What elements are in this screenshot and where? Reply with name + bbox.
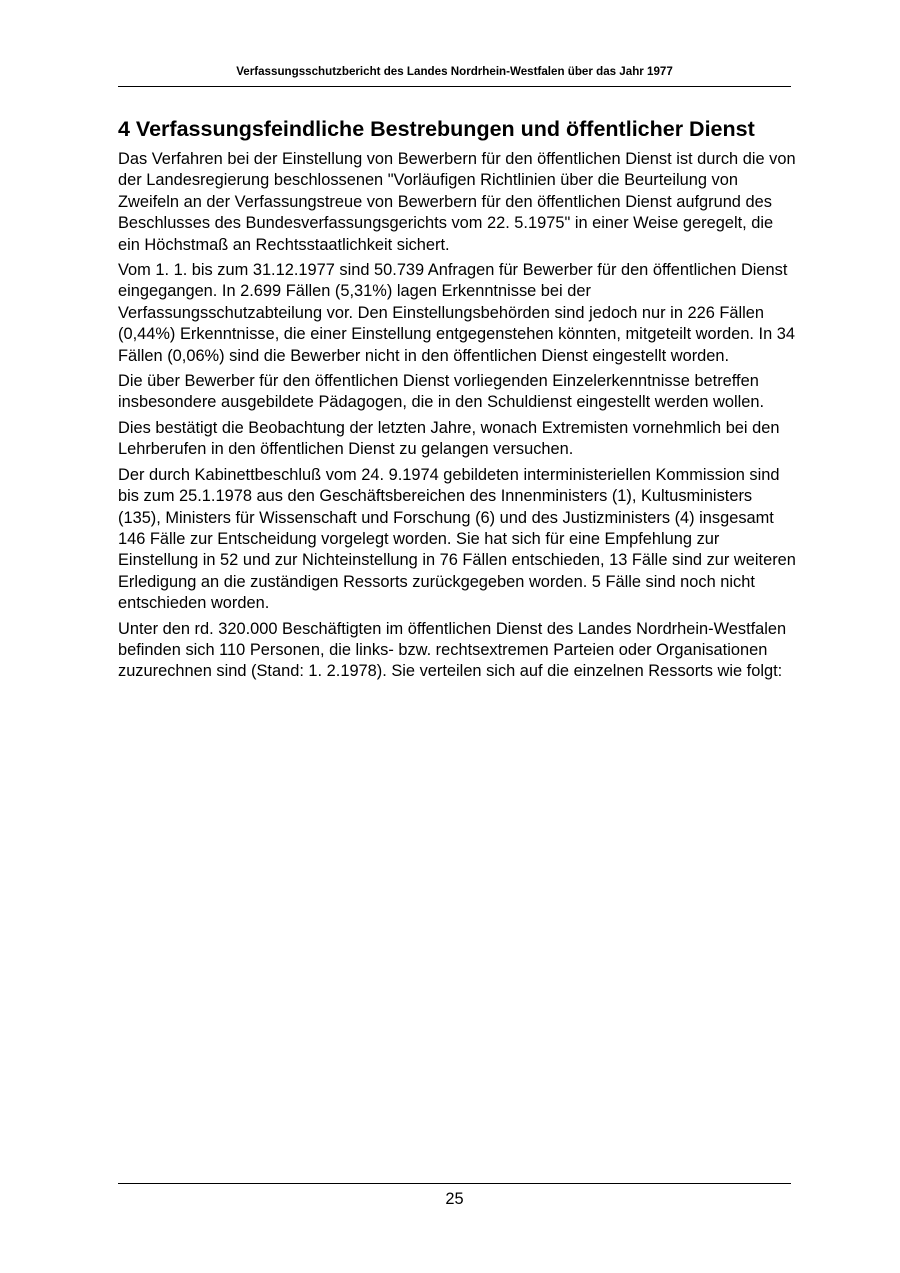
running-header: Verfassungsschutzbericht des Landes Nordrhein-Westfalen über das Jahr 1977 bbox=[236, 65, 673, 78]
paragraph: Unter den rd. 320.000 Beschäftigten im öffentlichen Dienst des Landes Nordrhein-Westfalen befinden sich 110 Personen, die links- bzw. rechtsextremen Parteien oder Organisationen zuzurechnen sind (Stand: 1. 2.1978). Sie verteilen sich auf die einzelnen Ressorts wie folgt: bbox=[118, 619, 787, 681]
body-text bbox=[118, 149, 798, 687]
paragraph: Vom 1. 1. bis zum 31.12.1977 sind 50.739 Anfragen für Bewerber für den öffentlichen Dienst eingegangen. In 2.699 Fällen (5,31%) lagen Erkenntnisse bei der Verfassungsschutzabteilung vor. Den Einstellungsbehörden sind jedoch nur in 226 Fällen (0,44%) Erkenntnisse, die einer Einstellung entgegenstehen könnten, mitgeteilt worden. In 34 Fällen (0,06%) sind die Bewerber nicht in den öffentlichen Dienst eingestellt worden. bbox=[118, 261, 795, 365]
page-number: 25 bbox=[445, 1190, 464, 1208]
header-divider bbox=[118, 86, 791, 87]
paragraph: Dies bestätigt die Beobachtung der letzten Jahre, wonach Extremisten vornehmlich bei den Lehrberufen in den öffentlichen Dienst zu gelangen versuchen. bbox=[118, 418, 780, 459]
footer-divider bbox=[118, 1183, 791, 1184]
paragraph: Der durch Kabinettbeschluß vom 24. 9.1974 gebildeten interministeriellen Kommission sind bis zum 25.1.1978 aus den Geschäftsbereichen des Innenministers (1), Kultusministers (135), Ministers für Wissenschaft und Forschung (6) und des Justizministers (4) insgesamt 146 Fälle zur Entscheidung vorgelegt worden. Sie hat sich für eine Empfehlung zur Einstellung in 52 und zur Nichteinstellung in 76 Fällen entschieden, 13 Fälle sind zur weiteren Erledigung an die zuständigen Ressorts zurückgegeben worden. 5 Fälle sind noch nicht entschieden worden. bbox=[118, 465, 796, 613]
section-heading: 4 Verfassungsfeindliche Bestrebungen und öffentlicher Dienst bbox=[118, 117, 755, 141]
paragraph: Das Verfahren bei der Einstellung von Bewerbern für den öffentlichen Dienst ist durch die von der Landesregierung beschlossenen "Vorläufigen Richtlinien über die Beurteilung von Zweifeln an der Verfassungstreue von Bewerbern für den öffentlichen Dienst aufgrund des Beschlusses des Bundesverfassungsgerichts vom 22. 5.1975" in einer Weise geregelt, die ein Höchstmaß an Rechtsstaatlichkeit sichert. bbox=[118, 150, 796, 254]
paragraph: Die über Bewerber für den öffentlichen Dienst vorliegenden Einzelerkenntnisse betreffen insbesondere ausgebildete Pädagogen, die in den Schuldienst eingestellt werden wollen. bbox=[118, 372, 765, 412]
